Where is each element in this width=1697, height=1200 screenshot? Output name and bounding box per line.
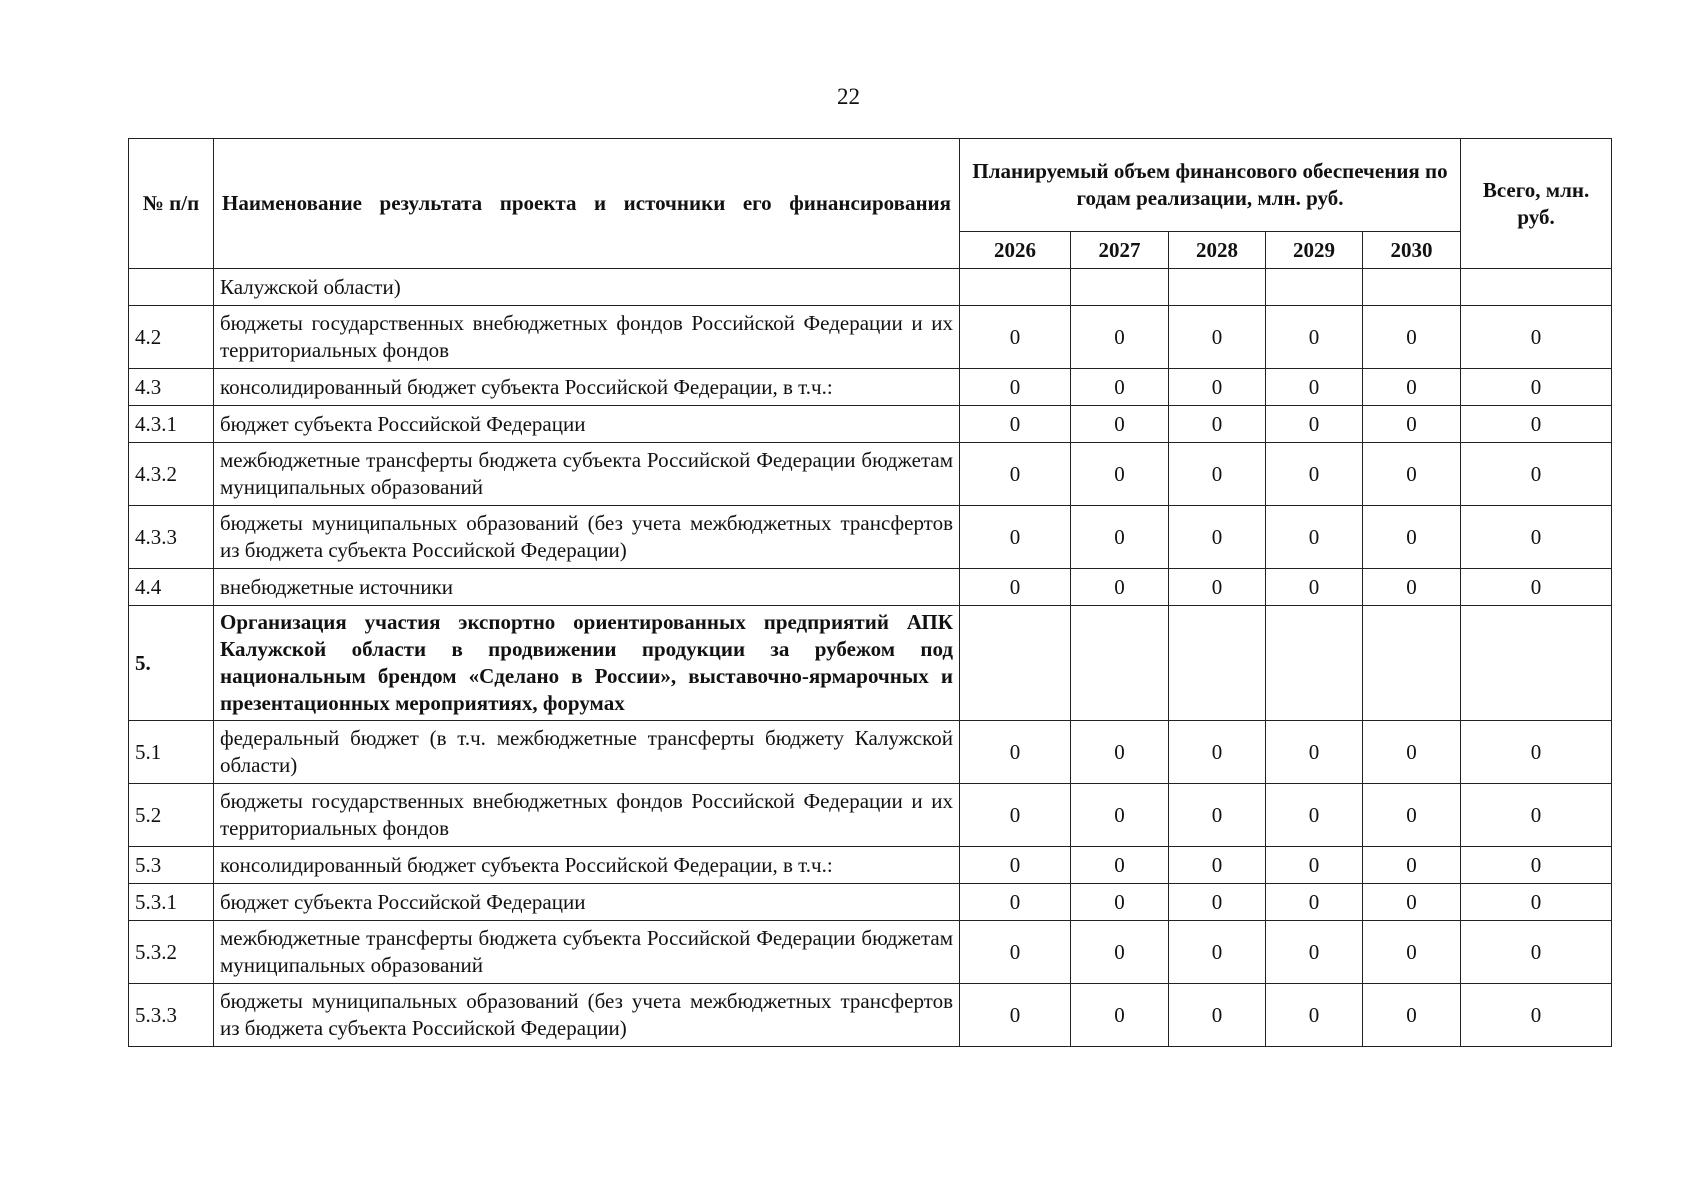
year-value: 0 (1266, 406, 1363, 443)
year-value: 0 (960, 847, 1071, 884)
table-row (129, 369, 1612, 406)
year-value: 0 (1169, 721, 1266, 784)
table-row (129, 847, 1612, 884)
row-name: Организация участия экспортно ориентированных предприятий АПК Калужской области в продвижении продукции за рубежом под национальным брендом «Сделано в России», выставочно-ярмарочных и презентационных мероприятиях, форумах (214, 606, 960, 721)
year-value: 0 (1071, 306, 1169, 369)
row-number: 4.3.1 (129, 406, 214, 443)
year-value: 0 (1071, 847, 1169, 884)
year-value: 0 (1363, 443, 1461, 506)
total-value: 0 (1461, 406, 1612, 443)
year-value: 0 (1169, 569, 1266, 606)
year-value: 0 (1266, 984, 1363, 1047)
year-value: 0 (1266, 921, 1363, 984)
row-name: Калужской области) (214, 269, 960, 306)
year-value: 0 (1363, 406, 1461, 443)
header-year: 2026 (960, 232, 1071, 269)
year-value: 0 (1071, 784, 1169, 847)
total-value: 0 (1461, 506, 1612, 569)
year-value: 0 (960, 984, 1071, 1047)
year-value (1266, 269, 1363, 306)
row-name: бюджеты муниципальных образований (без учета межбюджетных трансфертов из бюджета субъекта Российской Федерации) (214, 984, 960, 1047)
year-value: 0 (1169, 443, 1266, 506)
row-number: 4.4 (129, 569, 214, 606)
year-value (1363, 606, 1461, 721)
row-name: федеральный бюджет (в т.ч. межбюджетные трансферты бюджету Калужской области) (214, 721, 960, 784)
row-number: 4.3.2 (129, 443, 214, 506)
header-num: № п/п (129, 139, 214, 269)
header-total: Всего, млн. руб. (1461, 139, 1612, 269)
row-number: 5.2 (129, 784, 214, 847)
year-value: 0 (960, 921, 1071, 984)
year-value: 0 (960, 784, 1071, 847)
year-value (1169, 606, 1266, 721)
year-value: 0 (1266, 784, 1363, 847)
total-value: 0 (1461, 784, 1612, 847)
year-value: 0 (1363, 306, 1461, 369)
year-value: 0 (1169, 306, 1266, 369)
table-row (129, 721, 1612, 784)
row-name: бюджет субъекта Российской Федерации (214, 884, 960, 921)
year-value: 0 (1266, 569, 1363, 606)
year-value: 0 (1266, 884, 1363, 921)
year-value: 0 (960, 884, 1071, 921)
row-number: 5.1 (129, 721, 214, 784)
header-year: 2030 (1363, 232, 1461, 269)
table-row (129, 984, 1612, 1047)
year-value (1363, 269, 1461, 306)
year-value: 0 (960, 406, 1071, 443)
row-name: консолидированный бюджет субъекта Российской Федерации, в т.ч.: (214, 847, 960, 884)
table-body (129, 269, 1612, 1047)
year-value: 0 (1071, 884, 1169, 921)
row-name: межбюджетные трансферты бюджета субъекта Российской Федерации бюджетам муниципальных образований (214, 443, 960, 506)
table-row (129, 269, 1612, 306)
table-row (129, 606, 1612, 721)
year-value: 0 (1266, 443, 1363, 506)
year-value: 0 (1071, 721, 1169, 784)
year-value: 0 (1169, 506, 1266, 569)
total-value (1461, 269, 1612, 306)
header-planned: Планируемый объем финансового обеспечения по годам реализации, млн. руб. (960, 139, 1461, 232)
total-value: 0 (1461, 306, 1612, 369)
table-row (129, 921, 1612, 984)
year-value (960, 269, 1071, 306)
year-value: 0 (1266, 506, 1363, 569)
year-value: 0 (1071, 369, 1169, 406)
header-year: 2029 (1266, 232, 1363, 269)
year-value: 0 (1266, 369, 1363, 406)
year-value: 0 (1363, 369, 1461, 406)
table-row (129, 506, 1612, 569)
row-number: 5. (129, 606, 214, 721)
row-name: межбюджетные трансферты бюджета субъекта Российской Федерации бюджетам муниципальных образований (214, 921, 960, 984)
year-value: 0 (1169, 884, 1266, 921)
year-value: 0 (1071, 984, 1169, 1047)
row-name: бюджеты государственных внебюджетных фондов Российской Федерации и их территориальных фондов (214, 784, 960, 847)
year-value: 0 (1071, 569, 1169, 606)
table-row (129, 406, 1612, 443)
table-row (129, 884, 1612, 921)
header-year: 2027 (1071, 232, 1169, 269)
row-number: 4.2 (129, 306, 214, 369)
financing-table (128, 138, 1612, 1047)
page-number: 22 (837, 84, 860, 109)
year-value: 0 (1169, 369, 1266, 406)
year-value: 0 (960, 369, 1071, 406)
year-value: 0 (960, 443, 1071, 506)
table-row (129, 306, 1612, 369)
year-value: 0 (1169, 847, 1266, 884)
year-value: 0 (1363, 506, 1461, 569)
year-value (1266, 606, 1363, 721)
header-name: Наименование результата проекта и источники его финансирования (214, 139, 960, 269)
year-value: 0 (1266, 847, 1363, 884)
table-row (129, 569, 1612, 606)
table-row (129, 784, 1612, 847)
year-value: 0 (1071, 406, 1169, 443)
row-number: 5.3 (129, 847, 214, 884)
year-value: 0 (960, 569, 1071, 606)
row-name: бюджеты муниципальных образований (без учета межбюджетных трансфертов из бюджета субъекта Российской Федерации) (214, 506, 960, 569)
year-value: 0 (1169, 406, 1266, 443)
row-name: бюджеты государственных внебюджетных фондов Российской Федерации и их территориальных фондов (214, 306, 960, 369)
row-name: бюджет субъекта Российской Федерации (214, 406, 960, 443)
year-value (1071, 269, 1169, 306)
year-value: 0 (1071, 506, 1169, 569)
year-value: 0 (1071, 443, 1169, 506)
row-number (129, 269, 214, 306)
total-value (1461, 606, 1612, 721)
row-number: 4.3.3 (129, 506, 214, 569)
year-value: 0 (1169, 984, 1266, 1047)
year-value (1071, 606, 1169, 721)
header-year: 2028 (1169, 232, 1266, 269)
year-value: 0 (1266, 306, 1363, 369)
total-value: 0 (1461, 921, 1612, 984)
year-value: 0 (1169, 921, 1266, 984)
table-header (129, 139, 1612, 269)
row-name: консолидированный бюджет субъекта Российской Федерации, в т.ч.: (214, 369, 960, 406)
total-value: 0 (1461, 369, 1612, 406)
row-number: 5.3.3 (129, 984, 214, 1047)
row-number: 4.3 (129, 369, 214, 406)
year-value (960, 606, 1071, 721)
row-number: 5.3.2 (129, 921, 214, 984)
year-value: 0 (1363, 921, 1461, 984)
year-value: 0 (1363, 569, 1461, 606)
year-value (1169, 269, 1266, 306)
year-value: 0 (1363, 721, 1461, 784)
year-value: 0 (960, 506, 1071, 569)
total-value: 0 (1461, 847, 1612, 884)
row-number: 5.3.1 (129, 884, 214, 921)
row-name: внебюджетные источники (214, 569, 960, 606)
total-value: 0 (1461, 984, 1612, 1047)
year-value: 0 (1071, 921, 1169, 984)
total-value: 0 (1461, 884, 1612, 921)
table-row (129, 443, 1612, 506)
year-value: 0 (1266, 721, 1363, 784)
year-value: 0 (960, 306, 1071, 369)
year-value: 0 (1363, 784, 1461, 847)
year-value: 0 (1363, 984, 1461, 1047)
total-value: 0 (1461, 569, 1612, 606)
year-value: 0 (1363, 884, 1461, 921)
year-value: 0 (960, 721, 1071, 784)
total-value: 0 (1461, 443, 1612, 506)
total-value: 0 (1461, 721, 1612, 784)
year-value: 0 (1169, 784, 1266, 847)
year-value: 0 (1363, 847, 1461, 884)
